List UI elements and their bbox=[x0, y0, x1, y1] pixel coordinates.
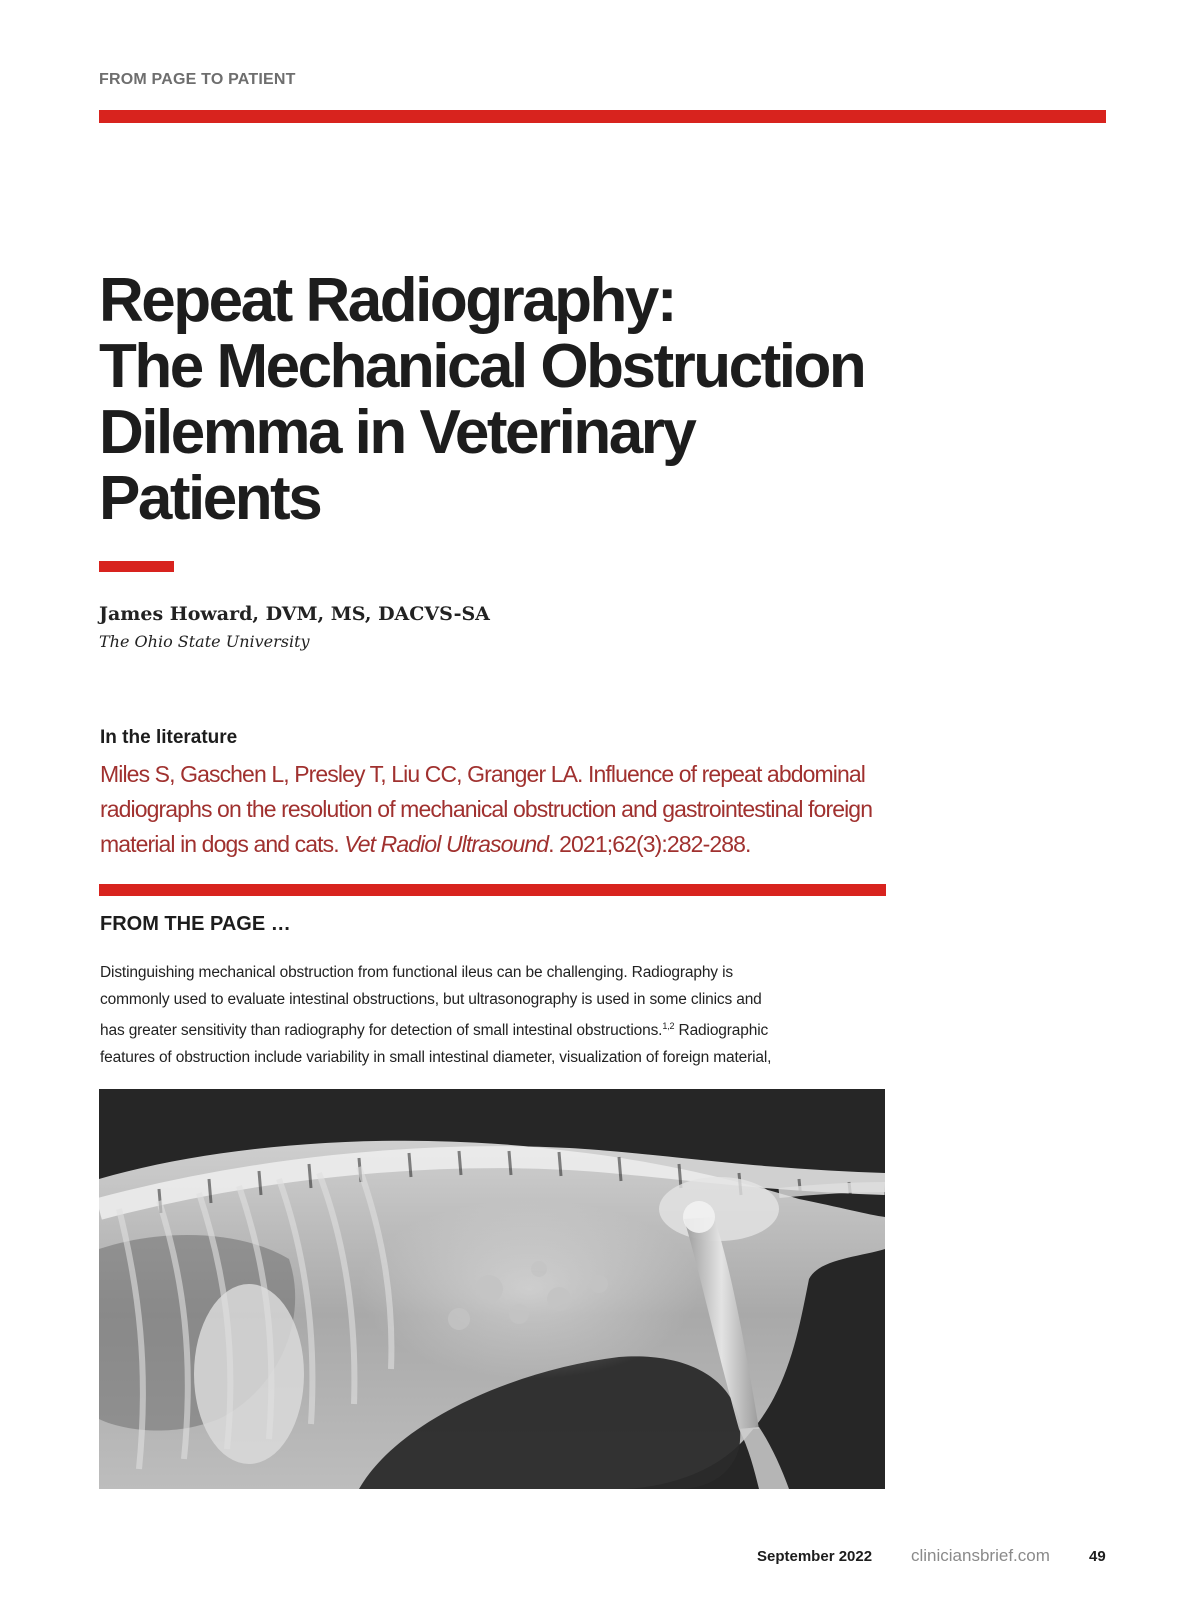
body-line: commonly used to evaluate intestinal obstructions, but ultrasonography is used in some clinics and bbox=[100, 991, 762, 1008]
radiograph-image bbox=[99, 1089, 885, 1489]
article-title bbox=[99, 268, 919, 532]
page-number: 49 bbox=[1089, 1548, 1106, 1565]
body-line-text: has greater sensitivity than radiography for detection of small intestinal obstructions. bbox=[100, 1022, 663, 1040]
title-line: Dilemma in Veterinary bbox=[99, 398, 695, 467]
radiograph-illustration bbox=[99, 1089, 885, 1489]
citation-main: Miles S, Gaschen L, Presley T, Liu CC, Granger LA. Influence of repeat abdominal radiographs on the resolution of mechanical obstruction and gastrointestinal foreign material in dogs and cats. bbox=[100, 761, 873, 857]
body-line: Distinguishing mechanical obstruction from functional ileus can be challenging. Radiography is bbox=[100, 964, 733, 981]
header-rule bbox=[99, 110, 1106, 123]
section-kicker: FROM PAGE TO PATIENT bbox=[99, 71, 296, 88]
title-line: Patients bbox=[99, 464, 321, 533]
section-rule bbox=[99, 884, 886, 896]
body-line-tail: Radiographic bbox=[674, 1022, 769, 1040]
reference-superscript: 1,2 bbox=[662, 1021, 675, 1031]
citation bbox=[100, 757, 890, 862]
title-line: Repeat Radiography: bbox=[99, 266, 676, 335]
body-line bbox=[100, 1013, 890, 1044]
footer-date: September 2022 bbox=[757, 1548, 873, 1565]
citation-journal: Vet Radiol Ultrasound bbox=[344, 831, 549, 857]
footer-website: cliniciansbrief.com bbox=[911, 1546, 1050, 1565]
title-accent-rule bbox=[99, 561, 174, 572]
author-affiliation: The Ohio State University bbox=[99, 632, 310, 651]
body-line: features of obstruction include variability in small intestinal diameter, visualization of foreign material, bbox=[100, 1049, 772, 1067]
citation-tail: . 2021;62(3):282-288. bbox=[548, 831, 751, 857]
body-paragraph bbox=[100, 959, 890, 1071]
author-name: James Howard, DVM, MS, DACVS-SA bbox=[99, 603, 490, 625]
section-heading: FROM THE PAGE … bbox=[100, 913, 291, 935]
literature-label: In the literature bbox=[100, 727, 238, 748]
title-line: The Mechanical Obstruction bbox=[99, 332, 865, 401]
